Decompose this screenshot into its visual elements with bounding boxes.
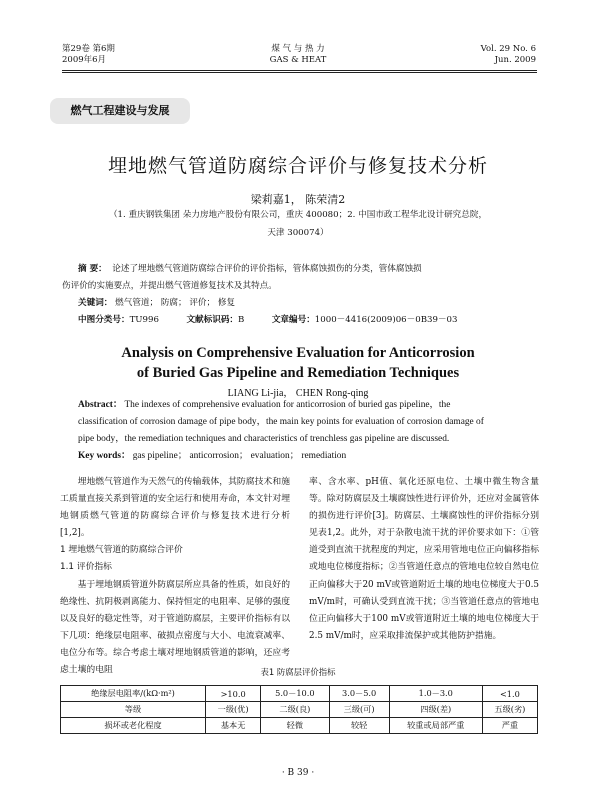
table-cell: 3.0－5.0 — [329, 686, 389, 702]
abstract-cn-line1: 论述了埋地燃气管道防腐综合评价的评价指标，管体腐蚀损伤的分类，管体腐蚀损 — [112, 264, 422, 274]
table-caption: 表1 防腐层评价指标 — [260, 667, 336, 677]
affiliation-line1: （1. 重庆钢铁集团 朵力房地产股份有限公司，重庆 400080；2. 中国市政工程华北设计研究总院， — [108, 210, 488, 220]
table-cell: 二级(良) — [261, 702, 329, 718]
table-cell: 一级(优) — [206, 702, 261, 718]
header-date: 2009年6月 — [62, 55, 107, 65]
abstract-en-line3: pipe body，the remediation techniques and characteristics of trenchless gas pipeline are discussed. — [78, 434, 450, 444]
table-cell: 较重或局部严重 — [389, 718, 482, 734]
clc-label: 中图分类号： — [78, 315, 130, 325]
classification-line — [78, 313, 457, 329]
body-left-column — [60, 474, 290, 679]
evaluation-index-paragraph: 基于埋地钢质管道外防腐层所应具备的性质，如良好的绝缘性、抗阴极剥离能力、保持恒定的电阻率、足够的强度以及良好的稳定性等，对于管道防腐层，主要评价指标有以下几项：绝缘层电阻率、破损点密度与大小、电流衰减率、电位分布等。综合考虑土壤对埋地钢质管道的影响，还应考虑土壤的电阻 — [60, 579, 290, 676]
page-number: · B 39 · — [281, 768, 315, 778]
table-cell: 基本无 — [206, 718, 261, 734]
abstract-en-label: Abstract： — [78, 400, 123, 410]
table-cell: <1.0 — [482, 686, 537, 702]
table-cell: 较轻 — [329, 718, 389, 734]
table-cell: 轻微 — [261, 718, 329, 734]
table-cell: 三级(可) — [329, 702, 389, 718]
title-en-line1: Analysis on Comprehensive Evaluation for Anticorrosion — [121, 345, 475, 361]
abstract-en — [78, 397, 538, 414]
keywords-cn-text: 燃气管道； 防腐； 评价； 修复 — [115, 298, 236, 308]
header-date-en: Jun. 2009 — [494, 55, 536, 65]
keywords-en — [78, 448, 346, 465]
table-cell: >10.0 — [206, 686, 261, 702]
abstract-en-line1: The indexes of comprehensive evaluation for anticorrosion of buried gas pipeline，the — [124, 400, 451, 410]
authors-cn: 梁莉嘉1， 陈荣清2 — [250, 193, 346, 206]
page-title: 埋地燃气管道防腐综合评价与修复技术分析 — [107, 155, 488, 177]
table-row — [61, 702, 538, 718]
table-cell: 等级 — [61, 702, 206, 718]
header-volume: 第29卷 第6期 — [62, 44, 115, 54]
abstract-cn — [78, 262, 528, 278]
body-right-column — [309, 474, 539, 645]
right-column-paragraph: 率、含水率、pH值、氧化还原电位、土壤中微生物含量等。除对防腐层及土壤腐蚀性进行评价外，还应对金属管体的损伤进行评价[3]。防腐层、土壤腐蚀性的评价指标分别见表1,2。此外，对于杂散电流干扰的评价要求如下：①管道受到直流干扰程度的判定，应采用管地电位正向偏移指标或地电位梯度指标；②当管道任意点的管地电位较自然电位正向偏移大于20 mV或管道附近土壤的地电位梯度大于0.5 mV/m时，可确认受到直流干扰；③当管道任意点的管地电位正向偏移大于100 mV或管道附近土壤的地电位梯度大于2.5 mV/m时，应采取排流保护或其他防护措施。 — [309, 477, 539, 641]
doc-code-label: 文献标识码： — [186, 315, 239, 325]
table-row — [61, 686, 538, 702]
title-en-line2: of Buried Gas Pipeline and Remediation Techniques — [136, 365, 460, 381]
table-row — [61, 718, 538, 734]
table-cell: 损坏或老化程度 — [61, 718, 206, 734]
clc-value: TU996 — [129, 315, 159, 325]
section-tag: 燃气工程建设与发展 — [50, 98, 190, 124]
abstract-cn-label: 摘 要： — [78, 264, 107, 274]
table-cell: 四级(差) — [389, 702, 482, 718]
table-cell: 5.0－10.0 — [261, 686, 329, 702]
table-cell: 严重 — [482, 718, 537, 734]
journal-name-en: GAS & HEAT — [269, 55, 327, 65]
abstract-en-line2: classification of corrosion damage of pipe body，the main key points for evaluation of corrosion damage of — [78, 417, 484, 427]
table-cell: 五级(劣) — [482, 702, 537, 718]
journal-name-cn: 煤 气 与 热 力 — [271, 44, 325, 54]
section-heading-1-1: 1.1 评价指标 — [60, 562, 112, 573]
keywords-cn — [78, 296, 235, 312]
intro-paragraph: 埋地燃气管道作为天然气的传输载体，其防腐技术和施工质量直接关系到管道的安全运行和使用寿命，本文针对埋地钢质燃气管道的防腐综合评价与修复技术进行分析[1,2]。 — [60, 477, 290, 539]
keywords-en-label: Key words： — [78, 451, 131, 461]
doc-code-value: B — [238, 315, 245, 325]
article-no-value: 1000－4416(2009)06－0B39－03 — [314, 315, 458, 325]
header-rule-thin — [62, 72, 537, 73]
table-cell: 1.0－3.0 — [389, 686, 482, 702]
keywords-cn-label: 关键词： — [78, 298, 113, 308]
table-cell: 绝缘层电阻率/(kΩ·m²) — [61, 686, 206, 702]
keywords-en-text: gas pipeline； anticorrosion； evaluation； remediation — [132, 451, 347, 461]
abstract-cn-cont: 伤评价的实施要点，并提出燃气管道修复技术及其特点。 — [62, 281, 277, 291]
article-no-label: 文章编号： — [271, 315, 315, 325]
header-volume-en: Vol. 29 No. 6 — [480, 44, 536, 54]
authors-en: LIANG Li-jia， CHEN Rong-qing — [227, 388, 369, 399]
header-rule — [62, 70, 537, 71]
header-right — [481, 44, 536, 66]
table-1 — [60, 685, 538, 734]
section-heading-1: 1 埋地燃气管道的防腐综合评价 — [60, 545, 183, 556]
affiliation-line2: 天津 300074） — [267, 228, 329, 238]
